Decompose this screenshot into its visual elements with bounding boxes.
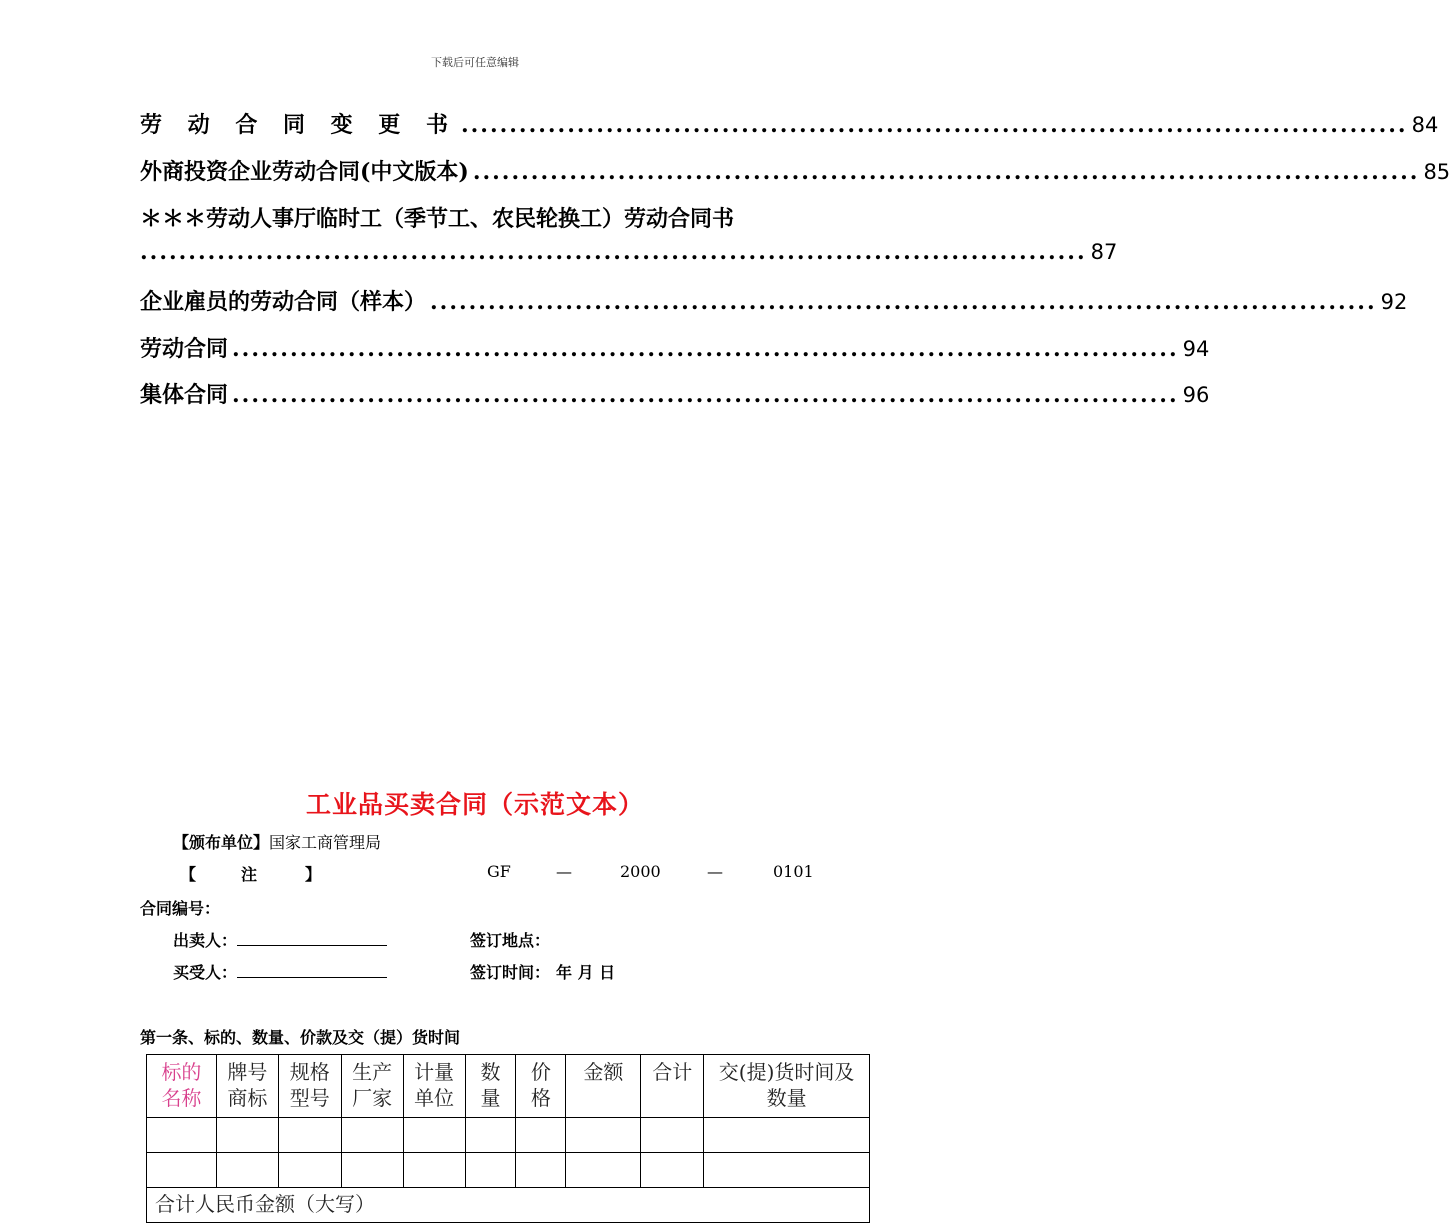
table-cell[interactable] [704, 1153, 870, 1188]
toc-entry-title[interactable]: ＊＊＊劳动人事厅临时工（季节工、农民轮换工）劳动合同书 [140, 206, 735, 232]
toc-page-number: 87 [1090, 240, 1118, 264]
toc-leader-dots: .................................................................................................. [232, 382, 1179, 408]
table-cell[interactable] [403, 1153, 465, 1188]
contract-no-label: 合同编号： [140, 899, 221, 918]
code-number: 0101 [773, 862, 814, 881]
code-dash: — [556, 862, 572, 881]
table-cell[interactable] [216, 1153, 278, 1188]
table-header-cell: 价 格 [516, 1055, 566, 1118]
table-header-cell: 规格 型号 [278, 1055, 341, 1118]
sign-time-label: 签订时间： [470, 963, 551, 982]
toc-page-number: 96 [1182, 383, 1210, 407]
article-1-heading: 第一条、标的、数量、价款及交（提）货时间 [140, 1028, 461, 1047]
toc-page-number: 85 [1423, 160, 1450, 184]
table-header-cell: 牌号 商标 [216, 1055, 278, 1118]
table-cell[interactable] [566, 1153, 641, 1188]
table-header-cell: 交(提)货时间及 数量 [704, 1055, 870, 1118]
table-cell[interactable] [516, 1153, 566, 1188]
toc-leader-dots: .................................................................................................. [430, 289, 1377, 315]
page-header-note: 下载后可任意编辑 [431, 56, 519, 69]
issuer-label: 【颁布单位】 [173, 833, 270, 852]
code-gf: GF [487, 862, 511, 881]
table-cell[interactable] [341, 1118, 403, 1153]
table-header-row [147, 1055, 870, 1118]
table-cell[interactable] [278, 1118, 341, 1153]
toc-entry[interactable] [140, 155, 1450, 187]
sign-time-line [470, 960, 615, 983]
toc-entry[interactable] [140, 285, 1408, 317]
table-header-cell: 标的 名称 [147, 1055, 217, 1118]
goods-table [146, 1054, 870, 1223]
total-amount-label[interactable]: 合计人民币金额（大写） [147, 1188, 870, 1223]
table-cell[interactable] [278, 1153, 341, 1188]
table-cell[interactable] [403, 1118, 465, 1153]
toc-page-number: 84 [1411, 113, 1439, 137]
table-cell[interactable] [641, 1153, 704, 1188]
note-open: 【 [180, 865, 197, 884]
table-cell[interactable] [641, 1118, 704, 1153]
toc-entry-title: 劳动合同 [140, 336, 229, 362]
toc-page-number: 94 [1182, 337, 1210, 361]
toc-entry-title: 集体合同 [140, 382, 229, 408]
code-dash: — [707, 862, 723, 881]
table-cell[interactable] [216, 1118, 278, 1153]
table-header-cell: 金额 [566, 1055, 641, 1118]
toc-entry[interactable] [140, 108, 1439, 140]
table-cell[interactable] [465, 1118, 516, 1153]
table-row [147, 1153, 870, 1188]
table-cell[interactable] [516, 1118, 566, 1153]
toc-entry-title: 企业雇员的劳动合同（样本） [140, 289, 427, 315]
table-cell[interactable] [704, 1118, 870, 1153]
toc-entry-title: 外商投资企业劳动合同(中文版本) [140, 159, 469, 185]
issuer-value: 国家工商管理局 [269, 833, 382, 852]
code-year: 2000 [620, 862, 661, 881]
table-total-row [147, 1188, 870, 1223]
table-header-cell: 计量 单位 [403, 1055, 465, 1118]
toc-entry[interactable] [140, 332, 1210, 364]
table-header-cell: 数 量 [465, 1055, 516, 1118]
toc-page-number: 92 [1380, 290, 1408, 314]
issuer-line [173, 830, 381, 853]
toc-leader-dots: .................................................................................................. [232, 336, 1179, 362]
buyer-line[interactable] [173, 960, 387, 983]
toc-leader-dots: .................................................................................................. [472, 159, 1420, 185]
buyer-blank[interactable] [237, 963, 387, 978]
seller-blank[interactable] [237, 931, 387, 946]
toc-entry-title: 劳 动 合 同 变 更 书 [140, 112, 457, 138]
toc-entry[interactable] [140, 239, 1118, 271]
seller-line[interactable] [173, 928, 387, 951]
toc-leader-dots: .................................................................................................. [460, 112, 1408, 138]
sign-time-value: 年 月 日 [556, 963, 616, 982]
seller-label: 出卖人： [173, 931, 238, 950]
table-cell[interactable] [147, 1153, 217, 1188]
toc-entry[interactable] [140, 378, 1210, 410]
toc-leader-dots: .................................................................................................. [140, 239, 1087, 265]
table-cell[interactable] [566, 1118, 641, 1153]
buyer-label: 买受人： [173, 963, 238, 982]
table-header-cell: 生产 厂家 [341, 1055, 403, 1118]
table-header-cell: 合计 [641, 1055, 704, 1118]
table-cell[interactable] [341, 1153, 403, 1188]
note-label: 注 [241, 865, 258, 884]
table-cell[interactable] [147, 1118, 217, 1153]
note-close: 】 [305, 865, 322, 884]
table-cell[interactable] [465, 1153, 516, 1188]
sign-place-label: 签订地点： [470, 931, 551, 950]
contract-title: 工业品买卖合同（示范文本） [305, 790, 644, 819]
table-row [147, 1118, 870, 1153]
